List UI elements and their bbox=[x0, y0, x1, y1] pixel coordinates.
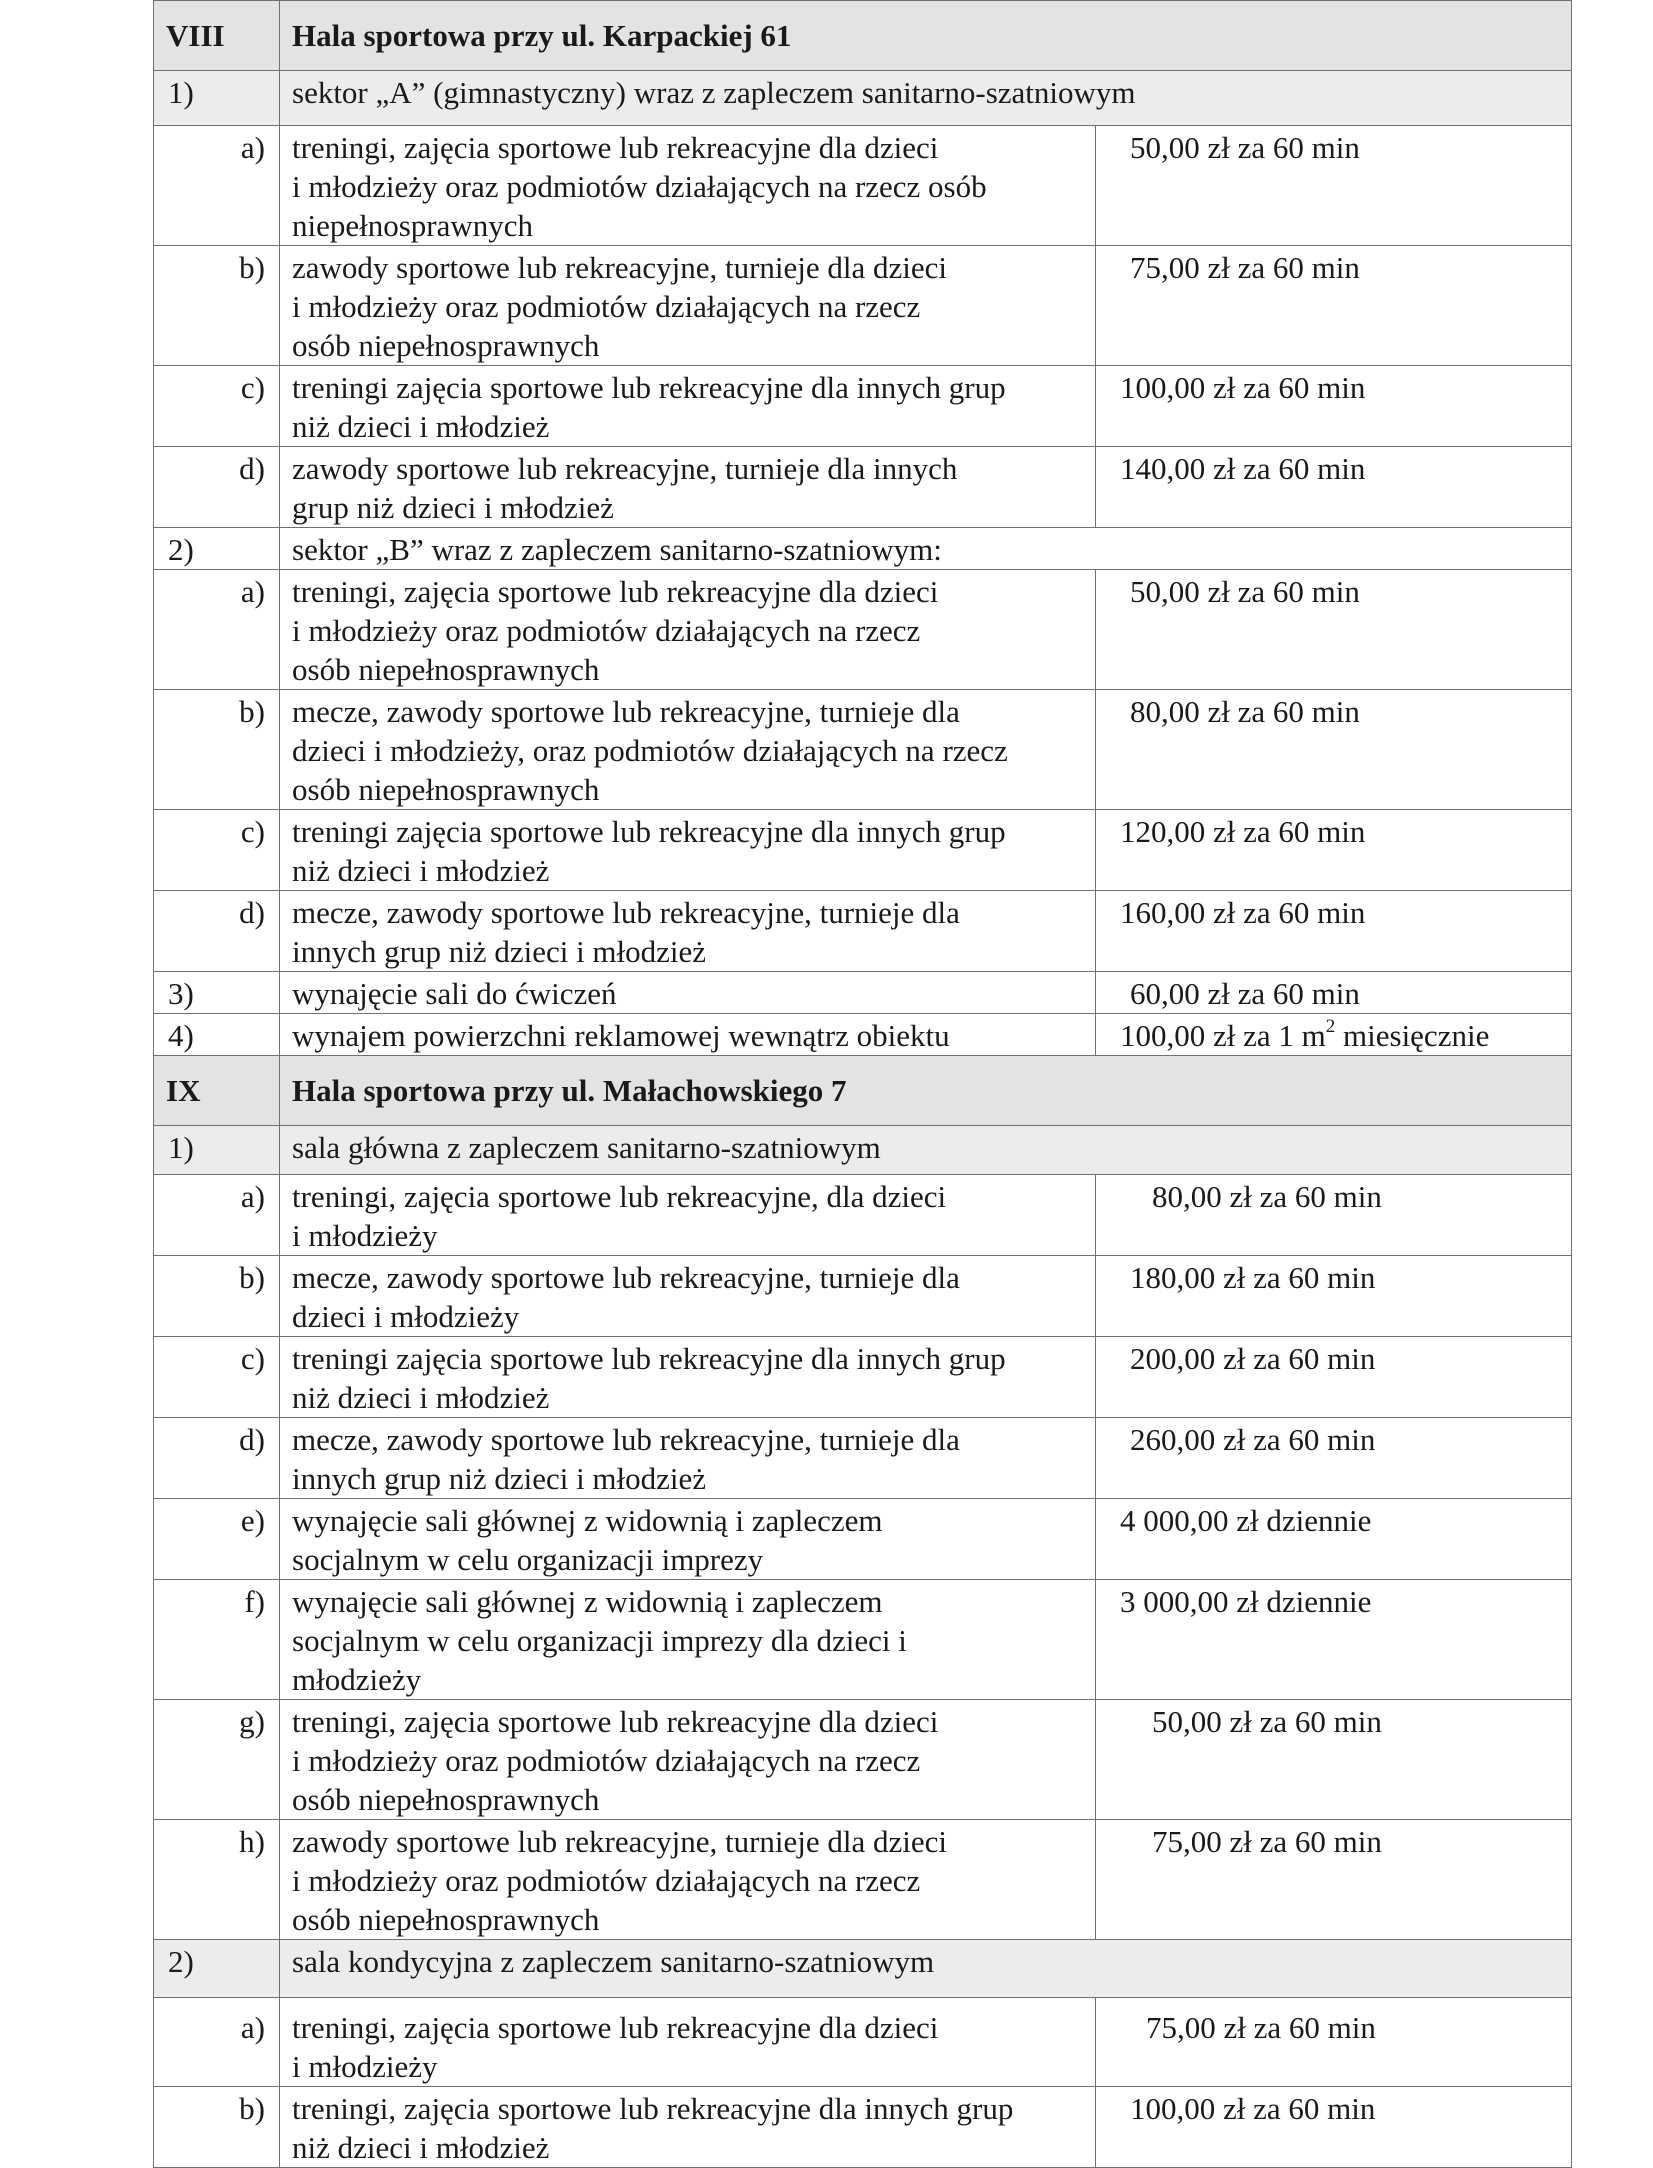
item-price: 140,00 zł za 60 min bbox=[1096, 447, 1572, 528]
group-row bbox=[154, 71, 1572, 126]
item-price: 75,00 zł za 60 min bbox=[1096, 246, 1572, 366]
item-mark: c) bbox=[154, 1337, 280, 1418]
group-number: 1) bbox=[154, 71, 280, 126]
desc-line: niż dzieci i młodzież bbox=[292, 2130, 550, 2165]
desc-line: mecze, zawody sportowe lub rekreacyjne, turnieje dla bbox=[292, 895, 960, 930]
group-row bbox=[154, 1126, 1572, 1175]
item-price: 80,00 zł za 60 min bbox=[1096, 690, 1572, 810]
item-price: 50,00 zł za 60 min bbox=[1096, 1700, 1572, 1820]
desc-line: i młodzieży oraz podmiotów działających na rzecz osób bbox=[292, 169, 987, 204]
item-description bbox=[280, 447, 1096, 528]
desc-line: niż dzieci i młodzież bbox=[292, 1380, 550, 1415]
table-row bbox=[154, 1175, 1572, 1256]
item-description bbox=[280, 1580, 1096, 1700]
desc-line: treningi zajęcia sportowe lub rekreacyjne dla innych grup bbox=[292, 370, 1006, 405]
section-numeral: IX bbox=[154, 1056, 280, 1126]
item-price: 60,00 zł za 60 min bbox=[1096, 972, 1572, 1014]
desc-line: treningi, zajęcia sportowe lub rekreacyjne dla dzieci bbox=[292, 1704, 939, 1739]
table-row bbox=[154, 972, 1572, 1014]
desc-line: zawody sportowe lub rekreacyjne, turnieje dla innych bbox=[292, 451, 958, 486]
desc-line: socjalnym w celu organizacji imprezy bbox=[292, 1542, 764, 1577]
table-row bbox=[154, 570, 1572, 690]
item-price: 200,00 zł za 60 min bbox=[1096, 1337, 1572, 1418]
desc-line: dzieci i młodzieży, oraz podmiotów działających na rzecz bbox=[292, 733, 1008, 768]
table-row bbox=[154, 690, 1572, 810]
desc-line: niż dzieci i młodzież bbox=[292, 853, 550, 888]
item-mark: b) bbox=[154, 1256, 280, 1337]
desc-line: wynajęcie sali głównej z widownią i zapleczem bbox=[292, 1584, 883, 1619]
desc-line: treningi, zajęcia sportowe lub rekreacyjne dla dzieci bbox=[292, 2010, 939, 2045]
price-text: 100,00 zł za 1 m bbox=[1120, 1018, 1326, 1053]
desc-line: socjalnym w celu organizacji imprezy dla dzieci i bbox=[292, 1623, 907, 1658]
table-row bbox=[154, 810, 1572, 891]
item-description bbox=[280, 891, 1096, 972]
item-price: 260,00 zł za 60 min bbox=[1096, 1418, 1572, 1499]
desc-line: osób niepełnosprawnych bbox=[292, 652, 600, 687]
item-description bbox=[280, 1175, 1096, 1256]
item-price: 75,00 zł za 60 min bbox=[1096, 1998, 1572, 2087]
item-description bbox=[280, 810, 1096, 891]
desc-line: wynajęcie sali głównej z widownią i zapleczem bbox=[292, 1503, 883, 1538]
item-price: 180,00 zł za 60 min bbox=[1096, 1256, 1572, 1337]
desc-line: osób niepełnosprawnych bbox=[292, 328, 600, 363]
section-header-row bbox=[154, 1056, 1572, 1126]
item-price: 50,00 zł za 60 min bbox=[1096, 126, 1572, 246]
group-title: sektor „B” wraz z zapleczem sanitarno-szatniowym: bbox=[280, 528, 1572, 570]
item-description bbox=[280, 1820, 1096, 1940]
table-row bbox=[154, 126, 1572, 246]
item-mark: b) bbox=[154, 2087, 280, 2168]
table-row bbox=[154, 1700, 1572, 1820]
section-numeral: VIII bbox=[154, 1, 280, 71]
desc-line: osób niepełnosprawnych bbox=[292, 1782, 600, 1817]
desc-line: grup niż dzieci i młodzież bbox=[292, 490, 614, 525]
item-description bbox=[280, 246, 1096, 366]
item-description bbox=[280, 366, 1096, 447]
desc-line: i młodzieży oraz podmiotów działających na rzecz bbox=[292, 1743, 921, 1778]
desc-line: treningi zajęcia sportowe lub rekreacyjne dla innych grup bbox=[292, 814, 1006, 849]
item-mark: g) bbox=[154, 1700, 280, 1820]
table-row bbox=[154, 1998, 1572, 2087]
desc-line: osób niepełnosprawnych bbox=[292, 772, 600, 807]
desc-line: osób niepełnosprawnych bbox=[292, 1902, 600, 1937]
table-row bbox=[154, 1418, 1572, 1499]
desc-line: i młodzieży oraz podmiotów działających na rzecz bbox=[292, 1863, 921, 1898]
desc-line: i młodzieży oraz podmiotów działających na rzecz bbox=[292, 289, 921, 324]
item-mark: c) bbox=[154, 810, 280, 891]
group-row bbox=[154, 528, 1572, 570]
desc-line: treningi, zajęcia sportowe lub rekreacyjne, dla dzieci bbox=[292, 1179, 947, 1214]
group-row bbox=[154, 1940, 1572, 1998]
table-row bbox=[154, 366, 1572, 447]
item-mark: b) bbox=[154, 246, 280, 366]
group-title: wynajęcie sali do ćwiczeń bbox=[280, 972, 1096, 1014]
group-number: 3) bbox=[154, 972, 280, 1014]
item-price: 4 000,00 zł dziennie bbox=[1096, 1499, 1572, 1580]
section-title: Hala sportowa przy ul. Małachowskiego 7 bbox=[280, 1056, 1572, 1126]
item-mark: a) bbox=[154, 126, 280, 246]
group-number: 2) bbox=[154, 1940, 280, 1998]
item-mark: b) bbox=[154, 690, 280, 810]
desc-line: treningi, zajęcia sportowe lub rekreacyjne dla dzieci bbox=[292, 130, 939, 165]
table-row bbox=[154, 891, 1572, 972]
group-title: sektor „A” (gimnastyczny) wraz z zapleczem sanitarno-szatniowym bbox=[280, 71, 1572, 126]
group-number: 4) bbox=[154, 1014, 280, 1056]
desc-line: innych grup niż dzieci i młodzież bbox=[292, 934, 707, 969]
item-price: 3 000,00 zł dziennie bbox=[1096, 1580, 1572, 1700]
item-mark: e) bbox=[154, 1499, 280, 1580]
item-price: 75,00 zł za 60 min bbox=[1096, 1820, 1572, 1940]
fee-table bbox=[153, 0, 1572, 2168]
item-mark: a) bbox=[154, 1175, 280, 1256]
item-price: 50,00 zł za 60 min bbox=[1096, 570, 1572, 690]
table-row bbox=[154, 1820, 1572, 1940]
desc-line: niż dzieci i młodzież bbox=[292, 409, 550, 444]
item-price: 100,00 zł za 60 min bbox=[1096, 2087, 1572, 2168]
item-description bbox=[280, 1337, 1096, 1418]
section-header-row bbox=[154, 1, 1572, 71]
table-row bbox=[154, 1580, 1572, 1700]
desc-line: innych grup niż dzieci i młodzież bbox=[292, 1461, 707, 1496]
desc-line: młodzieży bbox=[292, 1662, 422, 1697]
group-number: 2) bbox=[154, 528, 280, 570]
item-price bbox=[1096, 1014, 1572, 1056]
item-description bbox=[280, 2087, 1096, 2168]
desc-line: treningi, zajęcia sportowe lub rekreacyjne dla innych grup bbox=[292, 2091, 1014, 2126]
item-description bbox=[280, 690, 1096, 810]
table-row bbox=[154, 1337, 1572, 1418]
item-mark: c) bbox=[154, 366, 280, 447]
item-description bbox=[280, 126, 1096, 246]
table-row bbox=[154, 1499, 1572, 1580]
section-title: Hala sportowa przy ul. Karpackiej 61 bbox=[280, 1, 1572, 71]
desc-line: niepełnosprawnych bbox=[292, 208, 534, 243]
desc-line: dzieci i młodzieży bbox=[292, 1299, 520, 1334]
item-description bbox=[280, 1418, 1096, 1499]
item-mark: d) bbox=[154, 447, 280, 528]
item-price: 160,00 zł za 60 min bbox=[1096, 891, 1572, 972]
item-price: 80,00 zł za 60 min bbox=[1096, 1175, 1572, 1256]
desc-line: zawody sportowe lub rekreacyjne, turnieje dla dzieci bbox=[292, 250, 948, 285]
desc-line: zawody sportowe lub rekreacyjne, turnieje dla dzieci bbox=[292, 1824, 948, 1859]
item-mark: f) bbox=[154, 1580, 280, 1700]
table-row bbox=[154, 1256, 1572, 1337]
desc-line: treningi, zajęcia sportowe lub rekreacyjne dla dzieci bbox=[292, 574, 939, 609]
price-suffix: miesięcznie bbox=[1335, 1018, 1490, 1053]
item-description bbox=[280, 570, 1096, 690]
group-title: sala główna z zapleczem sanitarno-szatniowym bbox=[280, 1126, 1572, 1175]
desc-line: i młodzieży bbox=[292, 1218, 438, 1253]
desc-line: i młodzieży oraz podmiotów działających na rzecz bbox=[292, 613, 921, 648]
item-mark: d) bbox=[154, 891, 280, 972]
price-superscript: 2 bbox=[1325, 1015, 1336, 1037]
table-row bbox=[154, 447, 1572, 528]
desc-line: mecze, zawody sportowe lub rekreacyjne, turnieje dla bbox=[292, 694, 960, 729]
item-description bbox=[280, 1998, 1096, 2087]
item-mark: h) bbox=[154, 1820, 280, 1940]
item-description bbox=[280, 1256, 1096, 1337]
item-mark: a) bbox=[154, 1998, 280, 2087]
desc-line: mecze, zawody sportowe lub rekreacyjne, turnieje dla bbox=[292, 1260, 960, 1295]
desc-line: treningi zajęcia sportowe lub rekreacyjne dla innych grup bbox=[292, 1341, 1006, 1376]
table-row bbox=[154, 1014, 1572, 1056]
item-price: 100,00 zł za 60 min bbox=[1096, 366, 1572, 447]
item-mark: a) bbox=[154, 570, 280, 690]
desc-line: mecze, zawody sportowe lub rekreacyjne, turnieje dla bbox=[292, 1422, 960, 1457]
table-row bbox=[154, 2087, 1572, 2168]
group-title: sala kondycyjna z zapleczem sanitarno-szatniowym bbox=[280, 1940, 1572, 1998]
item-mark: d) bbox=[154, 1418, 280, 1499]
group-title: wynajem powierzchni reklamowej wewnątrz obiektu bbox=[280, 1014, 1096, 1056]
group-number: 1) bbox=[154, 1126, 280, 1175]
item-description bbox=[280, 1700, 1096, 1820]
item-price: 120,00 zł za 60 min bbox=[1096, 810, 1572, 891]
item-description bbox=[280, 1499, 1096, 1580]
table-row bbox=[154, 246, 1572, 366]
desc-line: i młodzieży bbox=[292, 2049, 438, 2084]
